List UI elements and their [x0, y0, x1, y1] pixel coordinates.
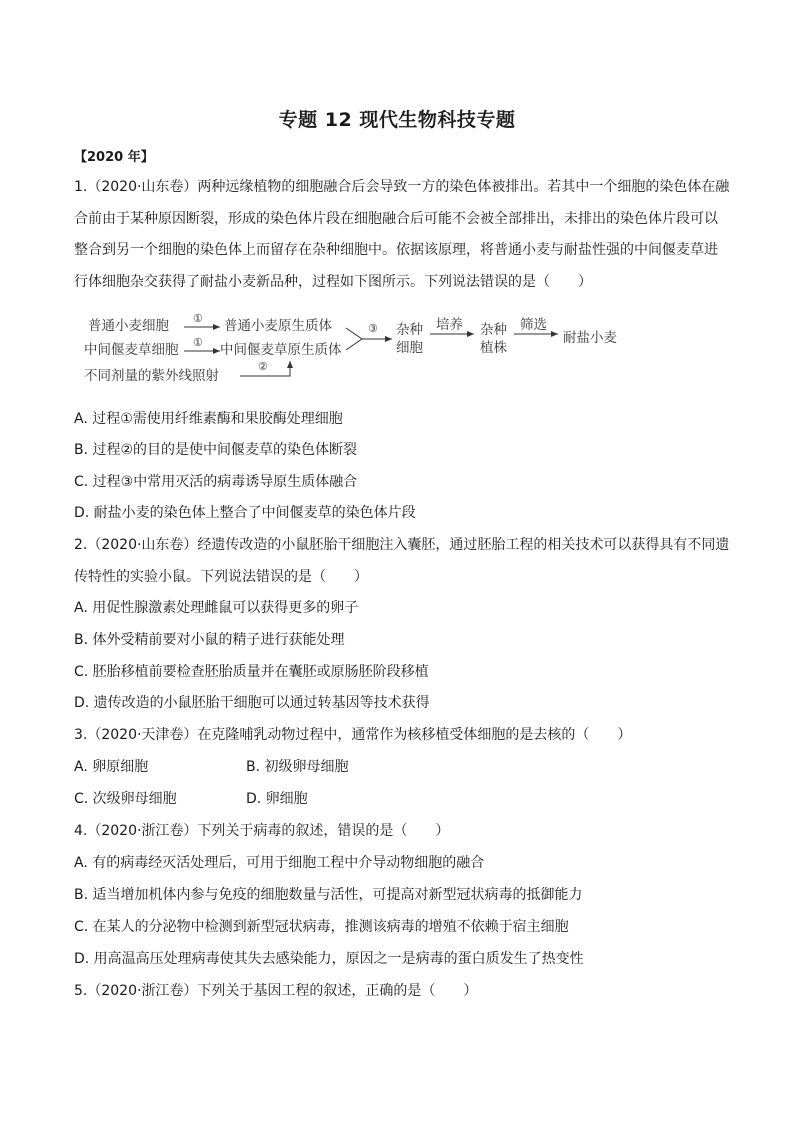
question-1-line: 1.（2020·山东卷）两种远缘植物的细胞融合后会导致一方的染色体被排出。若其中一个细胞的染色体在融	[74, 179, 730, 195]
q2-option-b: B. 体外受精前要对小鼠的精子进行获能处理	[74, 632, 345, 648]
diagram-step1-top-label: ①	[193, 312, 203, 325]
q3-option-b: B. 初级卵母细胞	[246, 759, 349, 775]
diagram-step1-bottom-label: ①	[193, 336, 203, 349]
q4-option-b: B. 适当增加机体内参与免疫的细胞数量与活性，可提高对新型冠状病毒的抵御能力	[74, 887, 583, 903]
q4-option-c: C. 在某人的分泌物中检测到新型冠状病毒，推测该病毒的增殖不依赖于宿主细胞	[74, 919, 569, 935]
q3-options-row-2	[74, 789, 726, 809]
diagram-merge-bracket	[346, 328, 362, 350]
page-title: 专题 12 现代生物科技专题	[278, 109, 516, 131]
question-5-stem: 5.（2020·浙江卷）下列关于基因工程的叙述，正确的是（ ）	[74, 983, 478, 999]
q2-option-d: D. 遗传改造的小鼠胚胎干细胞可以通过转基因等技术获得	[74, 695, 430, 711]
diagram-screen-label: 筛选	[520, 317, 547, 333]
q3-option-d: D. 卵细胞	[246, 791, 308, 807]
q2-option-c: C. 胚胎移植前要检查胚胎质量并在囊胚或原肠胚阶段移植	[74, 664, 429, 680]
diagram-source-grass-cell: 中间偃麦草细胞	[84, 342, 179, 358]
diagram-hybrid-cell-1: 杂种	[396, 322, 423, 338]
q4-option-d: D. 用高温高压处理病毒使其失去感染能力，原因之一是病毒的蛋白质发生了热变性	[74, 951, 584, 967]
question-2-stem	[74, 530, 730, 593]
q1-option-b: B. 过程②的目的是使中间偃麦草的染色体断裂	[74, 442, 358, 458]
question-1-line: 合前由于某种原因断裂，形成的染色体片段在细胞融合后可能不会被全部排出，未排出的染色体片段可以	[74, 210, 718, 227]
q3-options-row-1	[74, 757, 726, 777]
diagram-source-wheat-cell: 普通小麦细胞	[88, 318, 169, 334]
diagram-step3-label: ③	[368, 322, 378, 335]
q4-option-a: A. 有的病毒经灭活处理后，可用于细胞工程中介导动物细胞的融合	[74, 855, 485, 871]
diagram-hybrid-plant-1: 杂种	[480, 322, 507, 338]
diagram-hybrid-plant-2: 植株	[480, 340, 507, 356]
q3-option-a: A. 卵原细胞	[74, 759, 149, 775]
q3-option-c: C. 次级卵母细胞	[74, 791, 177, 807]
diagram-source-uv: 不同剂量的紫外线照射	[84, 368, 219, 384]
diagram-grass-protoplast: 中间偃麦草原生质体	[220, 342, 342, 358]
question-1-stem	[74, 172, 730, 298]
diagram-step2-label: ②	[258, 360, 268, 373]
diagram-wheat-protoplast: 普通小麦原生质体	[224, 318, 332, 334]
question-3-stem: 3.（2020·天津卷）在克隆哺乳动物过程中，通常作为核移植受体细胞的是去核的（ ）	[74, 727, 632, 743]
question-1-line: 行体细胞杂交获得了耐盐小麦新品种，过程如下图所示。下列说法错误的是（ ）	[74, 273, 592, 290]
q1-option-c: C. 过程③中常用灭活的病毒诱导原生质体融合	[74, 474, 358, 490]
question-4-stem: 4.（2020·浙江卷）下列关于病毒的叙述，错误的是（ ）	[74, 823, 450, 839]
question-1-line: 整合到另一个细胞的染色体上而留存在杂种细胞中。依据该原理，将普通小麦与耐盐性强的中间偃麦草进	[74, 242, 718, 258]
q2-option-a: A. 用促性腺激素处理雌鼠可以获得更多的卵子	[74, 600, 359, 616]
process-diagram	[80, 308, 640, 388]
diagram-hybrid-cell-2: 细胞	[396, 340, 423, 356]
diagram-result: 耐盐小麦	[563, 330, 617, 346]
question-2-line: 传特性的实验小鼠。下列说法错误的是（ ）	[74, 568, 368, 585]
question-2-line: 2.（2020·山东卷）经遗传改造的小鼠胚胎干细胞注入囊胚，通过胚胎工程的相关技术可以获得具有不同遗	[74, 537, 730, 553]
q1-option-a: A. 过程①需使用纤维素酶和果胶酶处理细胞	[74, 411, 343, 427]
diagram-culture-label: 培养	[436, 317, 463, 333]
section-heading: 【2020 年】	[74, 150, 154, 165]
q1-option-d: D. 耐盐小麦的染色体上整合了中间偃麦草的染色体片段	[74, 505, 416, 521]
